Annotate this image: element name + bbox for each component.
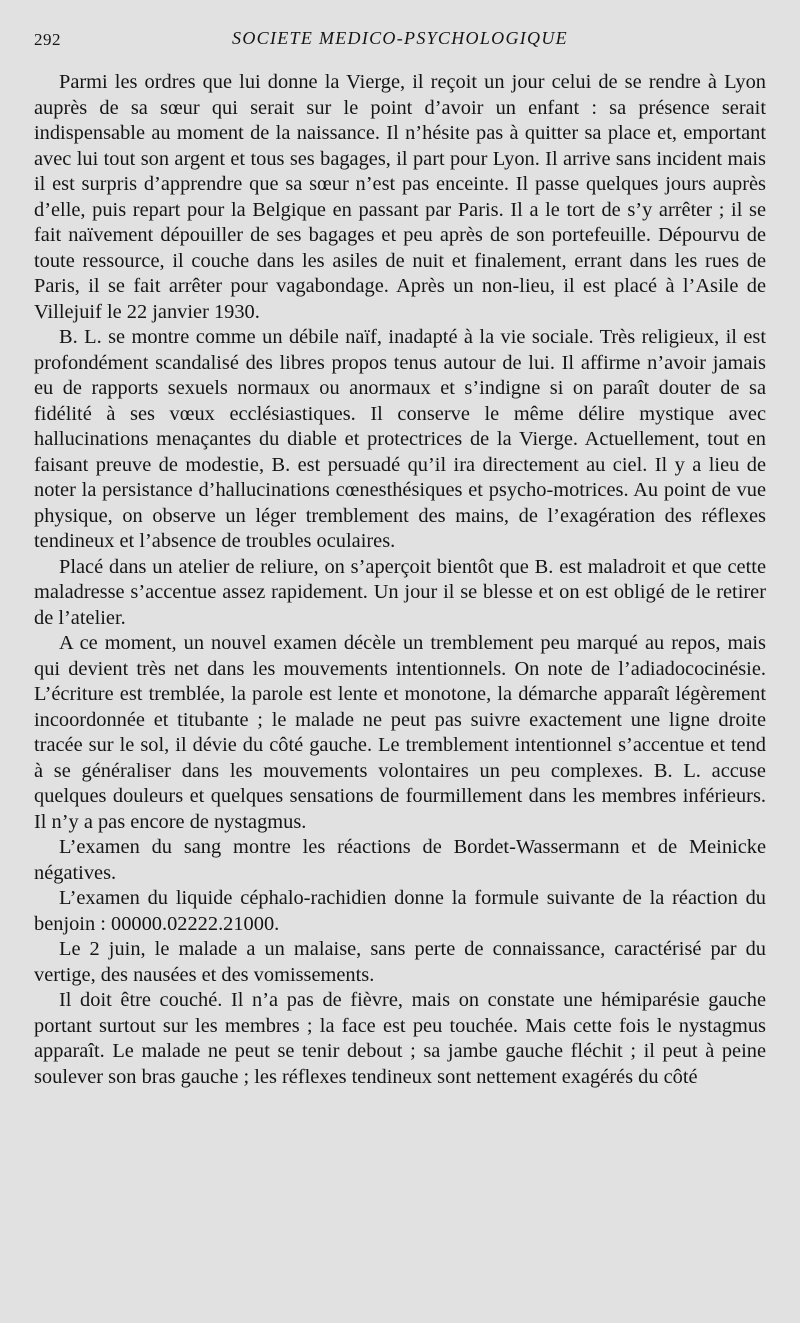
paragraph: L’examen du liquide céphalo-rachidien donne la formule suivante de la réaction du benjoin : 00000.02222.21000. bbox=[34, 887, 766, 935]
page-header bbox=[34, 28, 766, 58]
body-text bbox=[34, 70, 766, 1090]
page-number: 292 bbox=[34, 30, 61, 49]
paragraph: Le 2 juin, le malade a un malaise, sans perte de connaissance, caractérisé par du vertige, des nausées et des vomissements. bbox=[34, 938, 766, 986]
paragraph: Placé dans un atelier de reliure, on s’aperçoit bientôt que B. est maladroit et que cette maladresse s’accentue assez rapidement. Un jour il se blesse et on est obligé de le retirer de l’atelier. bbox=[34, 555, 766, 629]
running-head: SOCIETE MEDICO-PSYCHOLOGIQUE bbox=[232, 28, 568, 48]
paragraph: Il doit être couché. Il n’a pas de fièvre, mais on constate une hémiparésie gauche portant surtout sur les membres ; la face est peu touchée. Mais cette fois le nystagmus apparaît. Le malade ne peut se tenir debout ; sa jambe gauche fléchit ; il peut à peine soulever son bras gauche ; les réflexes tendineux sont nettement exagérés du côté bbox=[34, 989, 766, 1088]
paragraph: L’examen du sang montre les réactions de Bordet-Wassermann et de Meinicke négatives. bbox=[34, 836, 766, 884]
paragraph: A ce moment, un nouvel examen décèle un tremblement peu marqué au repos, mais qui devient très net dans les mouvements intentionnels. On note de l’adiadococinésie. L’écriture est tremblée, la parole est lente et monotone, la démarche apparaît légèrement incoordonnée et titubante ; le malade ne peut pas suivre exactement une ligne droite tracée sur le sol, il dévie du côté gauche. Le tremblement intentionnel s’accentue et tend à se généraliser dans les mouvements volontaires un peu complexes. B. L. accuse quelques douleurs et quelques sensations de fourmillement dans les membres inférieurs. Il n’y a pas encore de nystagmus. bbox=[34, 632, 766, 833]
paragraph: B. L. se montre comme un débile naïf, inadapté à la vie sociale. Très religieux, il est profondément scandalisé des libres propos tenus autour de lui. Il affirme n’avoir jamais eu de rapports sexuels normaux ou anormaux et s’indigne si on paraît douter de sa fidélité à ses vœux ecclésiastiques. Il conserve le même délire mystique avec hallucinations menaçantes du diable et protectrices de la Vierge. Actuellement, tout en faisant preuve de modestie, B. est persuadé qu’il ira directement au ciel. Il y a lieu de noter la persistance d’hallucinations cœnesthésiques et psycho-motrices. Au point de vue physique, on observe un léger tremblement des mains, de l’exagération des réflexes tendineux et l’absence de troubles oculaires. bbox=[34, 326, 766, 552]
paragraph: Parmi les ordres que lui donne la Vierge, il reçoit un jour celui de se rendre à Lyon auprès de sa sœur qui serait sur le point d’avoir un enfant : sa présence serait indispensable au moment de la naissance. Il n’hésite pas à quitter sa place et, emportant avec lui tout son argent et tous ses bagages, il part pour Lyon. Il arrive sans incident mais il est surpris d’apprendre que sa sœur n’est pas enceinte. Il passe quelques jours auprès d’elle, puis repart pour la Belgique en passant par Paris. Il a le tort de s’y arrêter ; il se fait naïvement dépouiller de ses bagages et peu après de son portefeuille. Dépourvu de toute ressource, il couche dans les asiles de nuit et finalement, errant dans les rues de Paris, il se fait arrêter pour vagabondage. Après un non-lieu, il est placé à l’Asile de Villejuif le 22 janvier 1930. bbox=[34, 71, 766, 323]
